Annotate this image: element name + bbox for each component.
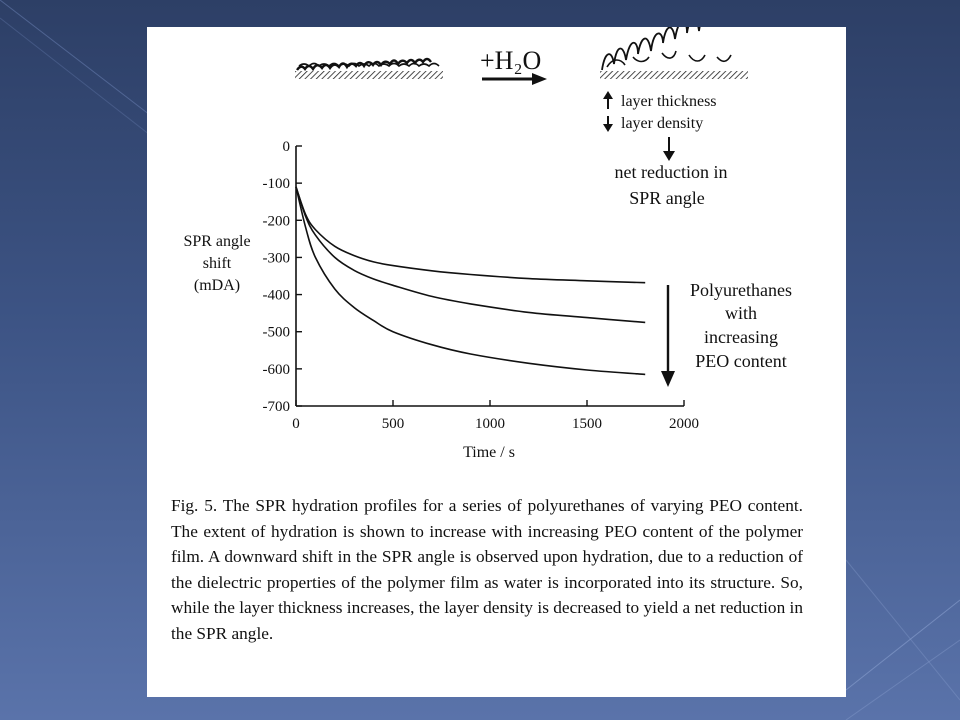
result-arrow-icon xyxy=(663,137,675,161)
reaction-label: +H₂O xyxy=(480,46,542,75)
plot-area xyxy=(263,139,700,432)
y-axis-title-line-1: SPR angle xyxy=(183,233,251,250)
x-tick-label: 0 xyxy=(292,416,300,432)
figure-caption: Fig. 5. The SPR hydration profiles for a series of polyurethanes of varying PEO content. The extent of hydration is shown to increase with increasing PEO content of the polymer film. A downward shift in the SPR angle is observed upon hydration, due to a reduction of the dielectric properties of the polymer film as water is incorporated into its structure. So, while the layer thickness increases, the layer density is decreased to yield a net reduction in the SPR angle. xyxy=(171,496,803,643)
legend-line-1: Polyurethanes xyxy=(690,280,792,300)
y-axis-title-line-2: shift xyxy=(202,255,232,272)
y-tick-label: -600 xyxy=(262,361,290,378)
hydrated-film-schematic xyxy=(600,27,748,79)
x-tick-label: 1500 xyxy=(572,416,602,432)
x-ticks xyxy=(292,400,699,432)
dry-film-schematic xyxy=(295,59,443,79)
legend-line-4: PEO content xyxy=(695,351,787,371)
y-tick-label: -100 xyxy=(262,176,290,193)
y-tick-label: -500 xyxy=(262,324,290,341)
thickness-up-icon xyxy=(603,91,613,109)
effect-density: layer density xyxy=(621,115,704,132)
y-tick-label: 0 xyxy=(282,139,290,155)
result-line-1: net reduction in xyxy=(614,162,728,182)
x-tick-label: 1000 xyxy=(475,416,505,432)
series-line-1 xyxy=(296,187,645,283)
data-series xyxy=(296,187,645,375)
legend-line-3: increasing xyxy=(704,327,778,347)
y-tick-label: -700 xyxy=(262,399,290,415)
x-tick-label: 2000 xyxy=(669,416,699,432)
y-tick-label: -400 xyxy=(262,287,290,304)
effect-thickness: layer thickness xyxy=(621,93,717,110)
increasing-peo-arrow-icon xyxy=(661,285,675,387)
spr-figure xyxy=(147,27,846,497)
y-tick-label: -300 xyxy=(262,250,290,267)
slide-content-card xyxy=(147,27,846,697)
y-axis-title-line-3: (mDA) xyxy=(193,277,241,294)
x-tick-label: 500 xyxy=(381,416,405,432)
x-axis-title: Time / s xyxy=(463,444,515,461)
legend-line-2: with xyxy=(724,303,758,323)
result-line-2: SPR angle xyxy=(629,188,705,208)
density-down-icon xyxy=(603,116,613,132)
y-tick-label: -200 xyxy=(262,213,290,230)
